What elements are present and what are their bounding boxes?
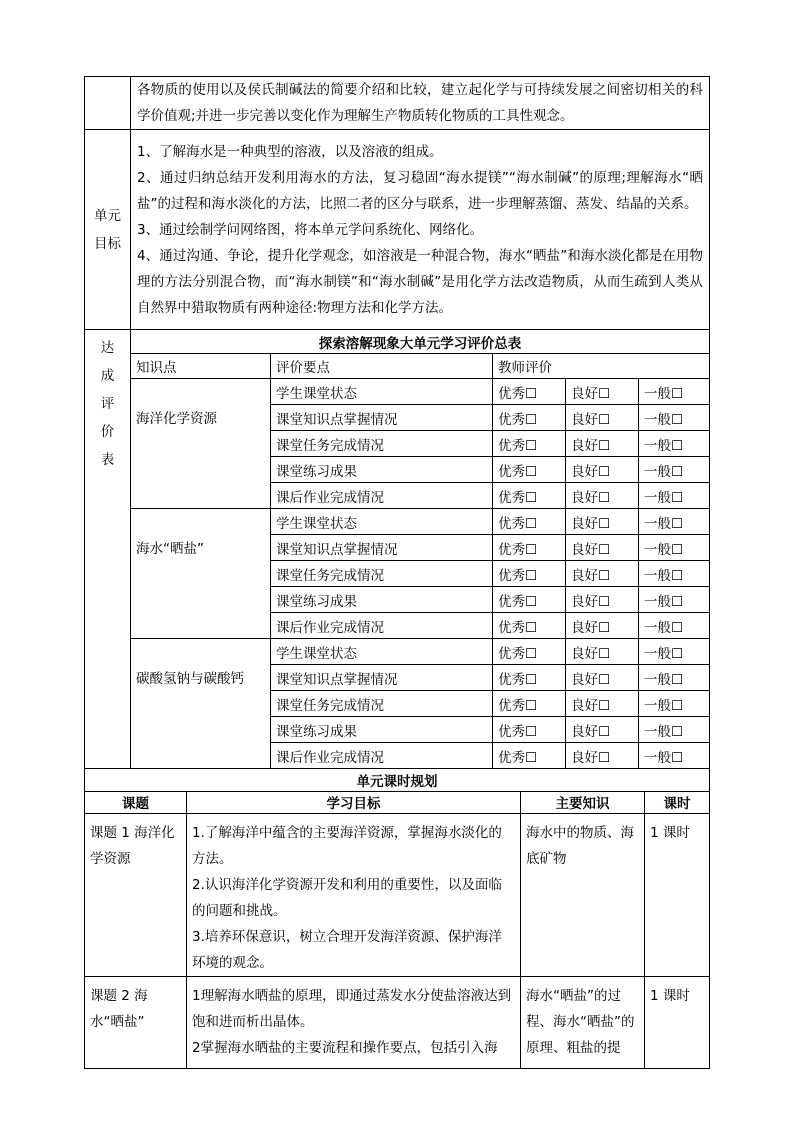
rating-fair-checkbox[interactable]: 一般☐ [639,509,710,535]
side-char: 达 [100,340,115,356]
unit-goals-label [85,130,131,330]
plan-row-goals [187,976,521,1068]
evaluation-point: 学生课堂状态 [271,639,493,665]
rating-excellent-checkbox[interactable]: 优秀☐ [493,665,566,691]
knowledge-topic: 海水“晒盐” [131,509,271,639]
plan-row-goals [187,813,521,976]
rating-excellent-checkbox[interactable]: 优秀☐ [493,431,566,457]
unit-goal-item: 3、通过绘制学问网络图，将本单元学问系统化、网络化。 [137,221,484,238]
rating-excellent-checkbox[interactable]: 优秀☐ [493,639,566,665]
rating-good-checkbox[interactable]: 良好☐ [566,561,639,587]
rating-fair-checkbox[interactable]: 一般☐ [639,483,710,509]
rating-good-checkbox[interactable]: 良好☐ [566,431,639,457]
main-table [84,76,710,769]
intro-label-cell [85,77,131,130]
plan-goal-item: 2.认识海洋化学资源开发和利用的重要性，以及面临的问题和挑战。 [192,876,502,919]
rating-good-checkbox[interactable]: 良好☐ [566,613,639,639]
knowledge-topic: 碳酸氢钠与碳酸钙 [131,639,271,769]
rating-good-checkbox[interactable]: 良好☐ [566,483,639,509]
rating-excellent-checkbox[interactable]: 优秀☐ [493,379,566,405]
evaluation-point: 课堂练习成果 [271,587,493,613]
rating-good-checkbox[interactable]: 良好☐ [566,509,639,535]
rating-excellent-checkbox[interactable]: 优秀☐ [493,587,566,613]
plan-header-topic: 课题 [85,791,187,813]
rating-excellent-checkbox[interactable]: 优秀☐ [493,405,566,431]
plan-row-knowledge: 海水“晒盐”的过程、海水“晒盐”的原理、粗盐的提 [521,976,645,1068]
plan-row-topic: 课题 1 海洋化学资源 [85,813,187,976]
rating-excellent-checkbox[interactable]: 优秀☐ [493,717,566,743]
side-char: 评 [100,396,115,412]
plan-header-hours: 课时 [645,791,710,813]
rating-excellent-checkbox[interactable]: 优秀☐ [493,535,566,561]
plan-header-knowledge: 主要知识 [521,791,645,813]
rating-fair-checkbox[interactable]: 一般☐ [639,691,710,717]
side-char: 成 [100,368,115,384]
unit-goals-label-line1: 单元 [94,207,121,224]
evaluation-point: 课堂知识点掌握情况 [271,535,493,561]
rating-excellent-checkbox[interactable]: 优秀☐ [493,613,566,639]
unit-goal-item: 2、通过归纳总结开发利用海水的方法，复习稳固“海水提镁”“海水制碱”的原理;理解海水“晒盐”的过程和海水淡化的方法，比照二者的区分与联系，进一步理解蒸馏、蒸发、结晶的关系。 [137,169,703,212]
evaluation-point: 课堂任务完成情况 [271,561,493,587]
rating-good-checkbox[interactable]: 良好☐ [566,587,639,613]
plan-goal-item: 2掌握海水晒盐的主要流程和操作要点，包括引入海 [192,1039,498,1056]
rating-fair-checkbox[interactable]: 一般☐ [639,613,710,639]
rating-fair-checkbox[interactable]: 一般☐ [639,431,710,457]
side-char: 价 [100,424,115,440]
rating-good-checkbox[interactable]: 良好☐ [566,717,639,743]
rating-excellent-checkbox[interactable]: 优秀☐ [493,509,566,535]
rating-fair-checkbox[interactable]: 一般☐ [639,535,710,561]
rating-good-checkbox[interactable]: 良好☐ [566,535,639,561]
plan-row-hours: 1 课时 [645,813,710,976]
evaluation-title: 探索溶解现象大单元学习评价总表 [131,330,710,354]
rating-fair-checkbox[interactable]: 一般☐ [639,405,710,431]
header-points: 评价要点 [271,354,493,379]
unit-goals-label-line2: 目标 [94,235,121,252]
rating-fair-checkbox[interactable]: 一般☐ [639,717,710,743]
rating-fair-checkbox[interactable]: 一般☐ [639,379,710,405]
evaluation-point: 课堂练习成果 [271,457,493,483]
plan-row-hours: 1 课时 [645,976,710,1068]
rating-excellent-checkbox[interactable]: 优秀☐ [493,561,566,587]
rating-fair-checkbox[interactable]: 一般☐ [639,457,710,483]
rating-fair-checkbox[interactable]: 一般☐ [639,639,710,665]
rating-fair-checkbox[interactable]: 一般☐ [639,561,710,587]
rating-good-checkbox[interactable]: 良好☐ [566,743,639,769]
evaluation-point: 课堂任务完成情况 [271,691,493,717]
rating-good-checkbox[interactable]: 良好☐ [566,405,639,431]
plan-title: 单元课时规划 [85,769,710,791]
intro-text: 各物质的使用以及侯氏制碱法的简要介绍和比较，建立起化学与可持续发展之间密切相关的科学价值观;并进一步完善以变化作为理解生产物质转化物质的工具性观念。 [131,77,710,130]
rating-excellent-checkbox[interactable]: 优秀☐ [493,457,566,483]
plan-row-knowledge: 海水中的物质、海底矿物 [521,813,645,976]
unit-goal-item: 1、了解海水是一种典型的溶液，以及溶液的组成。 [137,143,443,160]
plan-goal-item: 1.了解海洋中蕴含的主要海洋资源，掌握海水淡化的方法。 [192,824,502,867]
rating-excellent-checkbox[interactable]: 优秀☐ [493,483,566,509]
plan-goal-item: 1理解海水晒盐的原理，即通过蒸发水分使盐溶液达到饱和进而析出晶体。 [192,987,512,1030]
rating-good-checkbox[interactable]: 良好☐ [566,457,639,483]
unit-goals-content [131,130,710,330]
evaluation-point: 课堂任务完成情况 [271,431,493,457]
evaluation-point: 课后作业完成情况 [271,743,493,769]
rating-excellent-checkbox[interactable]: 优秀☐ [493,743,566,769]
rating-good-checkbox[interactable]: 良好☐ [566,665,639,691]
evaluation-point: 课后作业完成情况 [271,483,493,509]
evaluation-side-label [85,330,131,769]
plan-goal-item: 3.培养环保意识，树立合理开发海洋资源、保护海洋环境的观念。 [192,928,502,971]
plan-row-topic: 课题 2 海水“晒盐” [85,976,187,1068]
evaluation-point: 学生课堂状态 [271,379,493,405]
plan-table [84,769,710,1069]
rating-fair-checkbox[interactable]: 一般☐ [639,587,710,613]
header-teacher-eval: 教师评价 [493,354,710,379]
evaluation-point: 学生课堂状态 [271,509,493,535]
knowledge-topic: 海洋化学资源 [131,379,271,509]
rating-good-checkbox[interactable]: 良好☐ [566,639,639,665]
rating-fair-checkbox[interactable]: 一般☐ [639,743,710,769]
evaluation-point: 课堂知识点掌握情况 [271,405,493,431]
header-knowledge: 知识点 [131,354,271,379]
rating-good-checkbox[interactable]: 良好☐ [566,691,639,717]
evaluation-point: 课堂知识点掌握情况 [271,665,493,691]
evaluation-point: 课堂练习成果 [271,717,493,743]
rating-fair-checkbox[interactable]: 一般☐ [639,665,710,691]
rating-excellent-checkbox[interactable]: 优秀☐ [493,691,566,717]
unit-goal-item: 4、通过沟通、争论，提升化学观念，如溶液是一种混合物，海水“晒盐”和海水淡化都是在用物理的方法分别混合物，而“海水制镁”和“海水制碱”是用化学方法改造物质，从而生疏到人类从自然界中猎取物质有两种途径:物理方法和化学方法。 [137,247,703,316]
evaluation-point: 课后作业完成情况 [271,613,493,639]
plan-header-goals: 学习目标 [187,791,521,813]
side-char: 表 [100,452,115,468]
rating-good-checkbox[interactable]: 良好☐ [566,379,639,405]
